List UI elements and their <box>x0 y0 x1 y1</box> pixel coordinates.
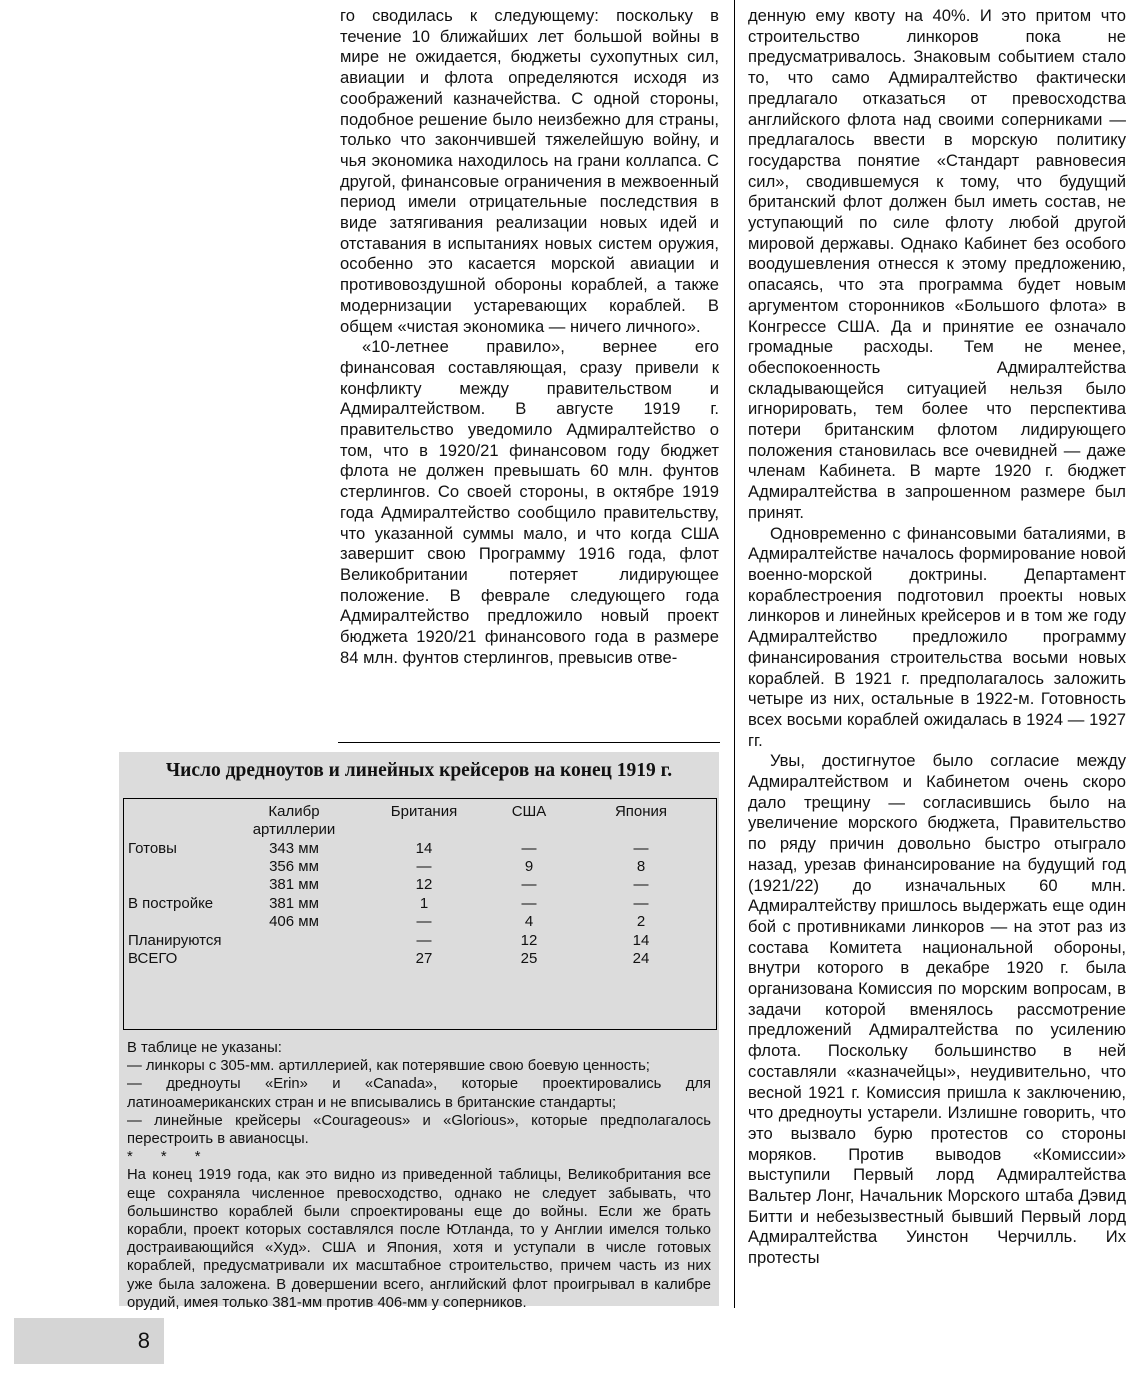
paragraph: Увы, достигнутое было согласие между Адмиралтейством и Кабинетом очень скоро дало трещину — согласившись было на увеличение морского бюджета, Правительство по ряду причин довольно быстро отыграло назад, урезав финансирование на будущий год (1921/22) до изначальных 60 млн. Адмиралтейству пришлось выдержать еще один бой с противниками линкоров — на этот раз из состава Комитета национальной обороны, внутри которого в декабре 1920 г. была организована Комиссия по морским вопросам, в задачи которой вменялось рассмотрение предложений Адмиралтейства по усилению флота. Поскольку большинство в ней составляли «казначейцы», неудивительно, что весной 1921 г. Комиссия пришла к заключению, что дредноуты устарели. Излишне говорить, что это вызвало бурю протестов со стороны моряков. Против выводов «Комиссии» выступили Первый лорд Адмиралтейства Вальтер Лонг, Начальник Морского штаба Дэвид Битти и небезызвестный бывший Первый лорд Адмиралтейства Уинстон Черчилль. Их протесты <box>748 751 1126 1268</box>
row-britain: — <box>416 858 432 875</box>
row-usa: 4 <box>524 913 534 930</box>
row-japan: — <box>633 876 649 893</box>
page-number: 8 <box>137 1328 150 1353</box>
paragraph: денную ему квоту на 40%. И это притом что строительство линкоров пока не предусматривалось. Знаковым событием стало то, что само Адмиралтейство фактически предлагало отказаться от превосходства английского флота над своими соперниками — предлагалось ввести в морскую политику государства понятие «Стандарт равновесия сил», сводившемуся к тому, что будущий британский флот должен был иметь состав, не уступающий по силе флоту любой другой мировой державы. Однако Кабинет без особого воодушевления отнесся к этому предложению, опасаясь, что эта программа будет новым аргументом сторонников «Большого флота» в Конгрессе США. Да и принятие ее означало громадные расходы. Тем не менее, обеспокоенность Адмиралтейства складывающейся ситуацией нельзя было игнорировать, тем более что перспектива потери британским флотом лидирующего положения становилась все очевидней — даже членам Кабинета. В марте 1920 г. бюджет Адмиралтейства в запрошенном размере был принят. <box>748 6 1126 522</box>
table-notes <box>127 1039 711 1312</box>
header-britain: Британия <box>390 803 458 820</box>
row-usa: — <box>521 840 537 857</box>
header-japan: Япония <box>614 803 668 820</box>
header-caliber-2: артиллерии <box>252 821 336 838</box>
note-paragraph: На конец 1919 года, как это видно из приведенной таблицы, Великобритания все еще сохраняла численное превосходство, однако не следует забывать, что большинство кораблей были спроектированы еще до войны. Если же брать корабли, проект которых составлялся после Ютланда, то у Англии имелся только достраивающийся «Худ». США и Япония, хотя и уступали в числе готовых кораблей, предусматривали их масштабное строительство, причем часть из них уже была заложена. В довершении всего, английский флот проигрывал в калибре орудий, имея только 381-мм против 406-мм у соперников. <box>127 1167 711 1311</box>
row-japan: — <box>633 895 649 912</box>
section-divider <box>338 742 720 743</box>
row-label: Готовы <box>128 840 177 857</box>
text-column-right <box>748 6 1126 1269</box>
row-britain: — <box>416 932 432 949</box>
text-column-left <box>340 6 719 669</box>
row-usa: — <box>521 895 537 912</box>
header-caliber: Калибр <box>268 803 320 820</box>
row-japan: 24 <box>632 950 650 967</box>
row-caliber: 381 мм <box>269 876 319 893</box>
row-usa: 25 <box>520 950 538 967</box>
row-label: ВСЕГО <box>128 950 178 967</box>
dreadnought-table <box>123 798 717 1030</box>
row-label: В постройке <box>128 895 214 912</box>
row-britain: 12 <box>415 876 433 893</box>
row-caliber: 381 мм <box>269 895 319 912</box>
row-caliber: 356 мм <box>269 858 319 875</box>
row-usa: 12 <box>520 932 538 949</box>
column-divider <box>734 0 735 1308</box>
row-britain: 14 <box>415 840 433 857</box>
row-caliber: 343 мм <box>269 840 319 857</box>
sidebar-box <box>119 752 719 1311</box>
row-usa: — <box>521 876 537 893</box>
paragraph: «10-летнее правило», вернее его финансовая составляющая, сразу привели к конфликту между правительством и Адмиралтейством. В августе 1919 г. правительство уведомило Адмиралтейство о том, что в 1920/21 финансовом году бюджет флота не должен превышать 60 млн. фунтов стерлингов. Со своей стороны, в октябре 1919 года Адмиралтейство сообщило правительству, что указанной суммы мало, и что когда США завершит свою Программу 1916 года, флот Великобритании потеряет лидирующее положение. В феврале следующего года Адмиралтейство предложило новый проект бюджета 1920/21 финансового года в размере 84 млн. фунтов стерлингов, превысив отве- <box>340 337 719 667</box>
row-japan: 2 <box>636 913 646 930</box>
box-title: Число дредноутов и линейных крейсеров на конец 1919 г. <box>165 760 673 781</box>
row-japan: 8 <box>636 858 646 875</box>
paragraph: Одновременно с финансовыми баталиями, в Адмиралтействе началось формирование новой военно-морской доктрины. Департамент кораблестроения подготовил проекты новых линкоров и линейных крейсеров и в том же году Адмиралтейство предложило программу финансирования строительства восьми новых кораблей. В 1921 г. предполагалось заложить четыре из них, остальные в 1922-м. Готовность всех восьми кораблей ожидалась в 1924 — 1927 гг. <box>748 523 1126 750</box>
page-number-box <box>14 1318 164 1364</box>
row-britain: 27 <box>415 950 433 967</box>
note-intro: В таблице не указаны: <box>127 1040 282 1056</box>
row-label: Планируются <box>128 932 222 949</box>
row-japan: 14 <box>632 932 650 949</box>
header-usa: США <box>511 803 547 820</box>
row-japan: — <box>633 840 649 857</box>
note-item: — линкоры с 305-мм. артиллерией, как потерявшие свою боевую ценность; <box>127 1058 650 1075</box>
note-item: — дредноуты «Erin» и «Canada», которые проектировались для латиноамериканских стран и не вписывались в британские стандарты; <box>127 1076 711 1111</box>
row-caliber: 406 мм <box>269 913 319 930</box>
note-item: — линейные крейсеры «Courageous» и «Glorious», которые предполагалось перестроить в авианосцы. <box>127 1112 711 1148</box>
row-britain: — <box>416 913 432 930</box>
row-usa: 9 <box>524 858 534 875</box>
section-break-stars: * * * <box>127 1149 213 1166</box>
row-britain: 1 <box>419 895 429 912</box>
paragraph: го сводилась к следующему: поскольку в течение 10 ближайших лет большой войны в мире не ожидается, бюджеты сухопутных сил, авиации и флота определяются исходя из соображений казначейства. С одной стороны, подобное решение было неизбежно для страны, только что закончившей тяжелейшую войну, и чья экономика находилось на грани коллапса. С другой, финансовые ограничения в межвоенный период имели отрицательные последствия в виде затягивания реализации новых идей и отставания в испытаниях новых систем оружия, особенно это касается морской авиации и противовоздушной обороны кораблей, а также модернизации устаревающих кораблей. В общем «чистая экономика — ничего личного». <box>340 6 719 336</box>
